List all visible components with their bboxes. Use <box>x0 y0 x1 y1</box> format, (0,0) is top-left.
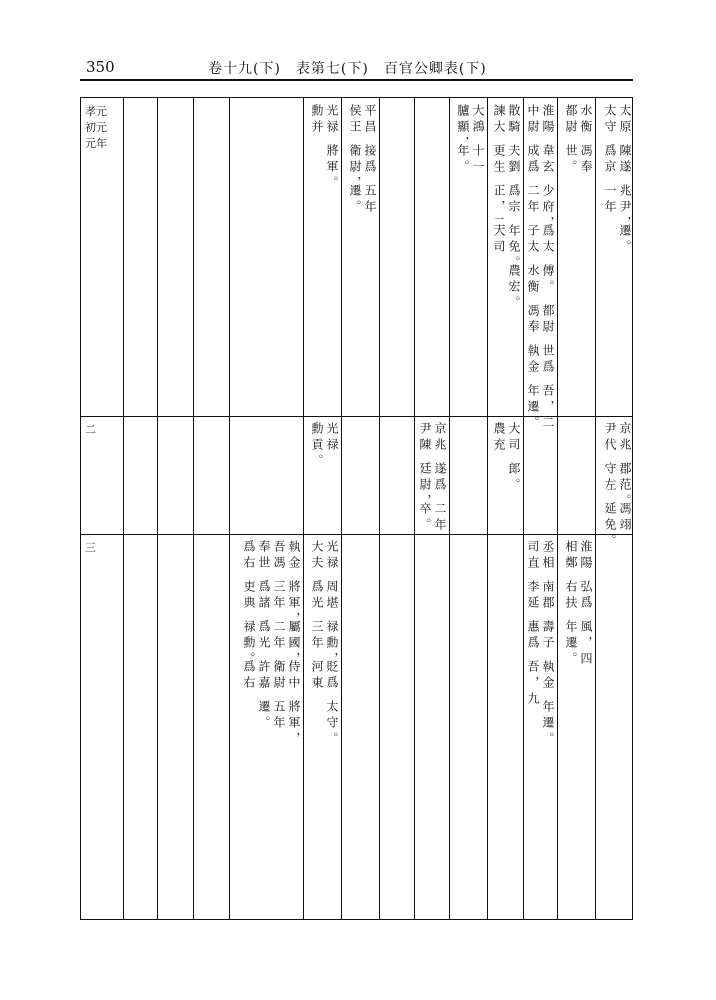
cell-text: 爲光 <box>310 580 324 612</box>
page-title: 卷十九(下) 表第七(下) 百官公卿表(下) <box>208 61 487 77</box>
cell-text: 二年 <box>433 502 447 534</box>
cell-text: 禄勳， <box>325 620 339 668</box>
cell-text: 馮奉 <box>579 144 593 176</box>
cell-text: 延免。 <box>603 502 617 550</box>
cell-text: 接爲 <box>363 144 377 176</box>
header-rule <box>80 79 633 81</box>
cell-text: 執金 <box>541 660 555 692</box>
cell-text: 勳貢。 <box>310 422 324 470</box>
cell-text: 相鄭 <box>564 540 578 572</box>
cell-text: 臚顯， <box>456 104 470 152</box>
cell-text: 尹陳 <box>418 422 432 454</box>
cell-text: 壽子 <box>541 620 555 652</box>
cell-text: 大鴻 <box>471 104 485 136</box>
cell-text: 爲右 <box>242 540 256 572</box>
row-divider <box>81 534 632 535</box>
cell-text: 年免。 <box>507 224 521 272</box>
cell-text: 爲諸 <box>257 580 271 612</box>
cell-text: 吾，九 <box>526 660 540 708</box>
cell-text: 陳遂 <box>618 144 632 176</box>
cell-text: 淮陽 <box>579 540 593 572</box>
cell-text: 年遷。 <box>564 620 578 668</box>
cell-text: 都尉 <box>541 304 555 336</box>
cell-text: 太守。 <box>325 700 339 748</box>
cell-text: 大司 <box>492 224 506 256</box>
cell-text: 風，四 <box>579 620 593 668</box>
reign-label-line: 元年 <box>85 137 107 150</box>
cell-text: 惠爲 <box>526 620 540 652</box>
column-divider <box>523 98 524 919</box>
cell-text: 李延 <box>526 580 540 612</box>
cell-text: 南郡 <box>541 580 555 612</box>
cell-text: 少府， <box>541 184 555 232</box>
column-divider <box>157 98 158 919</box>
cell-text: 遷。 <box>257 700 271 732</box>
cell-text: 禄勳。 <box>242 620 256 668</box>
cell-text: 都尉 <box>564 104 578 136</box>
cell-text: 京兆 <box>618 422 632 454</box>
cell-text: 廷尉， <box>418 462 432 510</box>
cell-text: 郡范。 <box>618 462 632 510</box>
column-divider <box>303 98 304 919</box>
column-divider <box>229 98 230 919</box>
cell-text: 中尉 <box>526 104 540 136</box>
cell-text: 奉世 <box>257 540 271 572</box>
cell-text: 兆尹， <box>618 184 632 232</box>
cell-text: 水衡 <box>579 104 593 136</box>
cell-text: 吏典 <box>242 580 256 612</box>
cell-text: 更生 <box>492 144 506 176</box>
cell-text: 五年 <box>363 184 377 216</box>
column-divider <box>557 98 558 919</box>
cell-text: 光禄 <box>325 422 339 454</box>
reign-label-line: 二 <box>85 423 96 436</box>
page-number: 350 <box>86 58 115 76</box>
cell-text: 光禄 <box>325 540 339 572</box>
reign-label <box>85 422 96 438</box>
cell-text: 傅。 <box>541 264 555 296</box>
cell-text: 屬國， <box>287 620 301 668</box>
cell-text: 爲光 <box>257 620 271 652</box>
official-table <box>80 97 633 920</box>
cell-text: 世。 <box>564 144 578 176</box>
cell-text: 遷。 <box>618 224 632 256</box>
cell-text: 執金 <box>287 540 301 572</box>
cell-text: 二年 <box>272 620 286 652</box>
cell-text: 京兆 <box>433 422 447 454</box>
cell-text: 夫劉 <box>507 144 521 176</box>
cell-text: 吾，二 <box>541 384 555 432</box>
reign-label <box>85 104 107 152</box>
cell-text: 爲太 <box>541 224 555 256</box>
column-divider <box>449 98 450 919</box>
cell-text: 遂爲 <box>433 462 447 494</box>
column-divider <box>487 98 488 919</box>
cell-text: 卒。 <box>418 502 432 534</box>
column-divider <box>341 98 342 919</box>
cell-text: 世爲 <box>541 344 555 376</box>
cell-text: 三年 <box>310 620 324 652</box>
cell-text: 太守 <box>603 104 617 136</box>
reign-label-line: 三 <box>85 541 96 554</box>
cell-text: 爲右 <box>242 660 256 692</box>
cell-text: 二年 <box>526 184 540 216</box>
cell-text: 大夫 <box>310 540 324 572</box>
cell-text: 年遷。 <box>541 700 555 748</box>
cell-text: 成爲 <box>526 144 540 176</box>
column-divider <box>123 98 124 919</box>
cell-text: 農宏。 <box>507 264 521 312</box>
cell-text: 河東 <box>310 660 324 692</box>
cell-text: 執金 <box>526 344 540 376</box>
cell-text: 子太 <box>526 224 540 256</box>
column-divider <box>414 98 415 919</box>
cell-text: 三年 <box>272 580 286 612</box>
reign-label-line: 初元 <box>85 121 107 134</box>
cell-text: 農充 <box>492 422 506 454</box>
cell-text: 諫大 <box>492 104 506 136</box>
cell-text: 侯王 <box>348 104 362 136</box>
cell-text: 周堪 <box>325 580 339 612</box>
reign-label <box>85 540 96 556</box>
cell-text: 淮陽 <box>541 104 555 136</box>
cell-text: 衛尉， <box>348 144 362 192</box>
cell-text: 弘爲 <box>579 580 593 612</box>
cell-text: 守左 <box>603 462 617 494</box>
reign-label-line: 孝元 <box>85 105 107 118</box>
cell-text: 尹代 <box>603 422 617 454</box>
cell-text: 光禄 <box>325 104 339 136</box>
cell-text: 大司 <box>507 422 521 454</box>
column-divider <box>193 98 194 919</box>
cell-text: 水衡 <box>526 264 540 296</box>
cell-text: 韋玄 <box>541 144 555 176</box>
cell-text: 一年 <box>603 184 617 216</box>
cell-text: 馮奉 <box>526 304 540 336</box>
cell-text: 衛尉 <box>272 660 286 692</box>
cell-text: 貶爲 <box>325 660 339 692</box>
cell-text: 馮翊 <box>618 502 632 534</box>
cell-text: 將軍， <box>287 700 301 748</box>
cell-text: 平昌 <box>363 104 377 136</box>
cell-text: 丞相 <box>541 540 555 572</box>
cell-text: 勳并 <box>310 104 324 136</box>
cell-text: 十一 <box>471 144 485 176</box>
cell-text: 郎。 <box>507 462 521 494</box>
column-divider <box>379 98 380 919</box>
cell-text: 散騎 <box>507 104 521 136</box>
cell-text: 吾馮 <box>272 540 286 572</box>
cell-text: 將軍。 <box>325 144 339 192</box>
cell-text: 侍中 <box>287 660 301 692</box>
cell-text: 遷。 <box>348 184 362 216</box>
cell-text: 爲宗 <box>507 184 521 216</box>
cell-text: 太原 <box>618 104 632 136</box>
column-divider <box>595 98 596 919</box>
cell-text: 爲京 <box>603 144 617 176</box>
cell-text: 許嘉 <box>257 660 271 692</box>
cell-text: 年。 <box>456 144 470 176</box>
cell-text: 年遷。 <box>526 384 540 432</box>
cell-text: 正，二 <box>492 184 506 232</box>
cell-text: 五年 <box>272 700 286 732</box>
cell-text: 右扶 <box>564 580 578 612</box>
cell-text: 司直 <box>526 540 540 572</box>
cell-text: 將軍， <box>287 580 301 628</box>
